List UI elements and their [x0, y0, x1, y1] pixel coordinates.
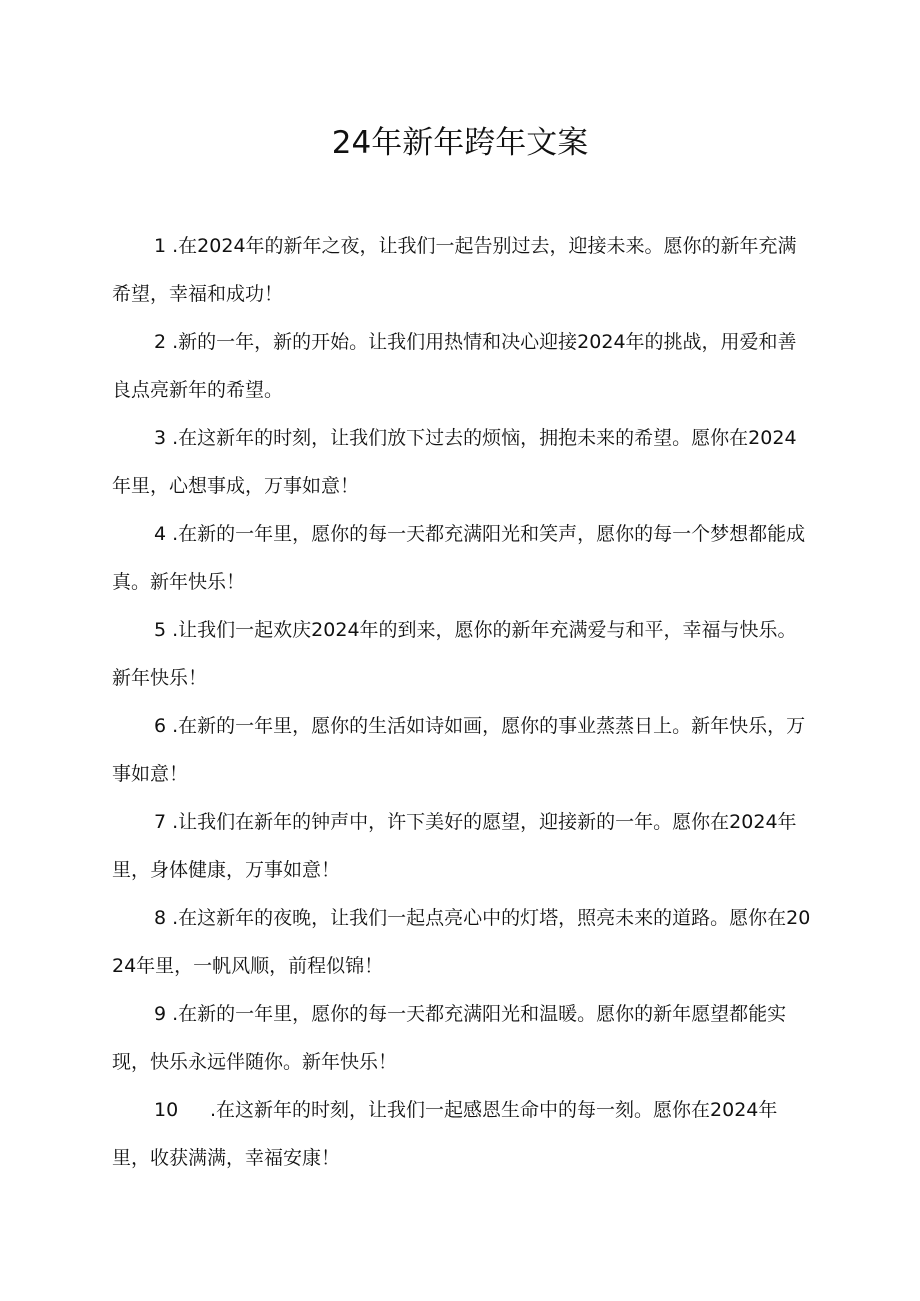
list-item	[112, 798, 812, 894]
document-title: 24年新年跨年文案	[331, 125, 589, 161]
item-text: .在这新年的夜晚，让我们一起点亮心中的灯塔，照亮未来的道路。愿你在2024年里，一帆风顺，前程似锦！	[112, 907, 811, 977]
item-text: .在新的一年里，愿你的生活如诗如画，愿你的事业蒸蒸日上。新年快乐，万事如意！	[112, 715, 806, 785]
item-number: 5	[154, 619, 167, 641]
list-item	[112, 894, 812, 990]
item-text: .在这新年的时刻，让我们一起感恩生命中的每一刻。愿你在2024年里，收获满满，幸福安康！	[112, 1099, 778, 1169]
item-number: 10	[154, 1099, 179, 1121]
list-item	[112, 510, 812, 606]
item-text: .新的一年，新的开始。让我们用热情和决心迎接2024年的挑战，用爱和善良点亮新年的希望。	[112, 331, 797, 401]
item-number: 2	[154, 331, 167, 353]
item-text: .让我们一起欢庆2024年的到来，愿你的新年充满爱与和平，幸福与快乐。新年快乐！	[112, 619, 797, 689]
item-text: .在这新年的时刻，让我们放下过去的烦恼，拥抱未来的希望。愿你在2024年里，心想事成，万事如意！	[112, 427, 797, 497]
list-item	[112, 990, 812, 1086]
list-item	[112, 222, 812, 318]
item-number: 7	[154, 811, 167, 833]
item-text: .让我们在新年的钟声中，许下美好的愿望，迎接新的一年。愿你在2024年里，身体健康，万事如意！	[112, 811, 797, 881]
item-number: 4	[154, 523, 167, 545]
item-number: 6	[154, 715, 167, 737]
wish-list	[112, 222, 812, 1182]
list-item	[112, 1086, 812, 1182]
list-item	[112, 702, 812, 798]
item-number: 3	[154, 427, 167, 449]
item-text: .在新的一年里，愿你的每一天都充满阳光和温暖。愿你的新年愿望都能实现，快乐永远伴随你。新年快乐！	[112, 1003, 787, 1073]
item-number: 9	[154, 1003, 167, 1025]
item-text: .在新的一年里，愿你的每一天都充满阳光和笑声，愿你的每一个梦想都能成真。新年快乐！	[112, 523, 806, 593]
item-number: 8	[154, 907, 167, 929]
list-item	[112, 318, 812, 414]
list-item	[112, 414, 812, 510]
item-text: .在2024年的新年之夜，让我们一起告别过去，迎接未来。愿你的新年充满希望，幸福和成功！	[112, 235, 797, 305]
item-number: 1	[154, 235, 167, 257]
list-item	[112, 606, 812, 702]
